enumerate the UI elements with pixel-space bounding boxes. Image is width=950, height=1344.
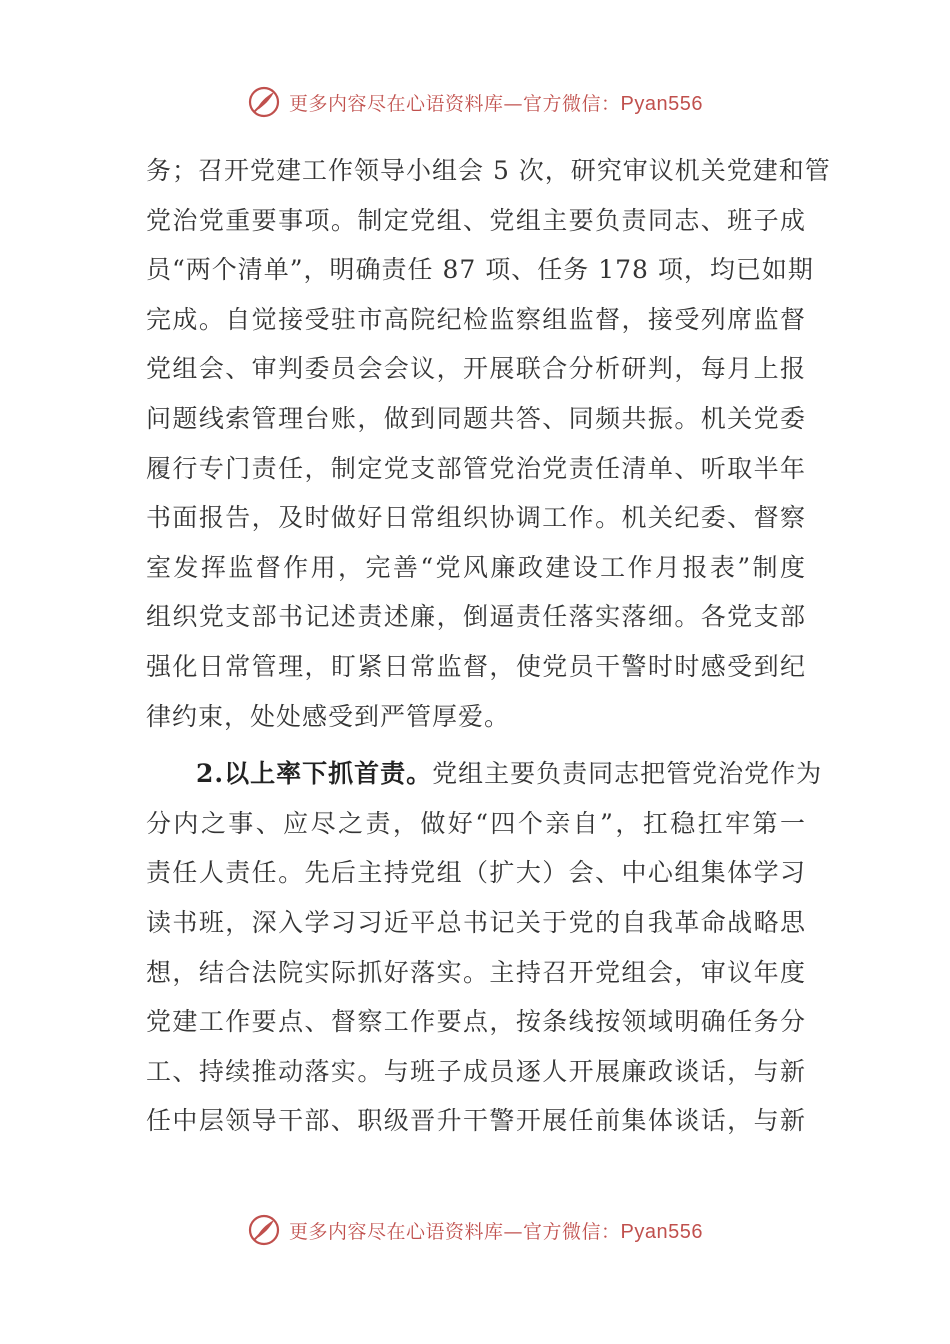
heading-line-text: 党组主要负责同志把管党治党作为 [432,759,823,789]
text-line: 党建工作要点、督察工作要点，按条线按领域明确任务分 [146,1007,806,1037]
text-line: 履行专门责任，制定党支部管党治党责任清单、听取半年 [146,453,806,483]
paragraph-1 [146,146,831,741]
text-line: 想，结合法院实际抓好落实。主持召开党组会，审议年度 [146,957,806,987]
wechat-id: Pyan556 [620,92,703,115]
text-line: 组织党支部书记述责述廉，倒逼责任落实落细。各党支部 [146,602,806,632]
text-line: 完成。自觉接受驻市高院纪检监察组监督，接受列席监督 [146,304,806,334]
banner-text: 更多内容尽在心语资料库—官方微信：Pyan556 [289,1220,703,1243]
paragraph-2 [146,749,823,1146]
text-line: 室发挥监督作用，完善“党风廉政建设工作月报表”制度 [146,552,806,582]
text-line: 员“两个清单”，明确责任 87 项、任务 178 项，均已如期 [146,255,814,285]
text-line: 问题线索管理台账，做到同题共答、同频共振。机关党委 [146,403,806,433]
text-line: 党治党重要事项。制定党组、党组主要负责同志、班子成 [146,205,806,235]
section-heading: 2.以上率下抓首责。 [196,759,433,789]
text-line [146,749,823,799]
banner-text: 更多内容尽在心语资料库—官方微信：Pyan556 [289,92,703,115]
header-banner [0,82,950,122]
footer-banner [0,1210,950,1250]
text-line: 务；召开党建工作领导小组会 5 次，研究审议机关党建和管 [146,156,831,185]
text-line: 律约束，处处感受到严管厚爱。 [146,701,511,731]
quill-logo-icon [247,1213,281,1247]
document-body [146,146,831,1146]
text-line: 党组会、审判委员会会议，开展联合分析研判，每月上报 [146,354,806,384]
text-line: 责任人责任。先后主持党组（扩大）会、中心组集体学习 [146,858,806,888]
wechat-id: Pyan556 [620,1220,703,1243]
text-line: 分内之事、应尽之责，做好“四个亲自”，扛稳扛牢第一 [146,808,806,838]
text-line: 工、持续推动落实。与班子成员逐人开展廉政谈话，与新 [146,1056,806,1086]
text-line: 强化日常管理，盯紧日常监督，使党员干警时时感受到纪 [146,651,806,681]
text-line: 任中层领导干部、职级晋升干警开展任前集体谈话，与新 [146,1106,806,1136]
text-line: 读书班，深入学习习近平总书记关于党的自我革命战略思 [146,907,806,937]
text-line: 书面报告，及时做好日常组织协调工作。机关纪委、督察 [146,503,806,533]
quill-logo-icon [247,85,281,119]
